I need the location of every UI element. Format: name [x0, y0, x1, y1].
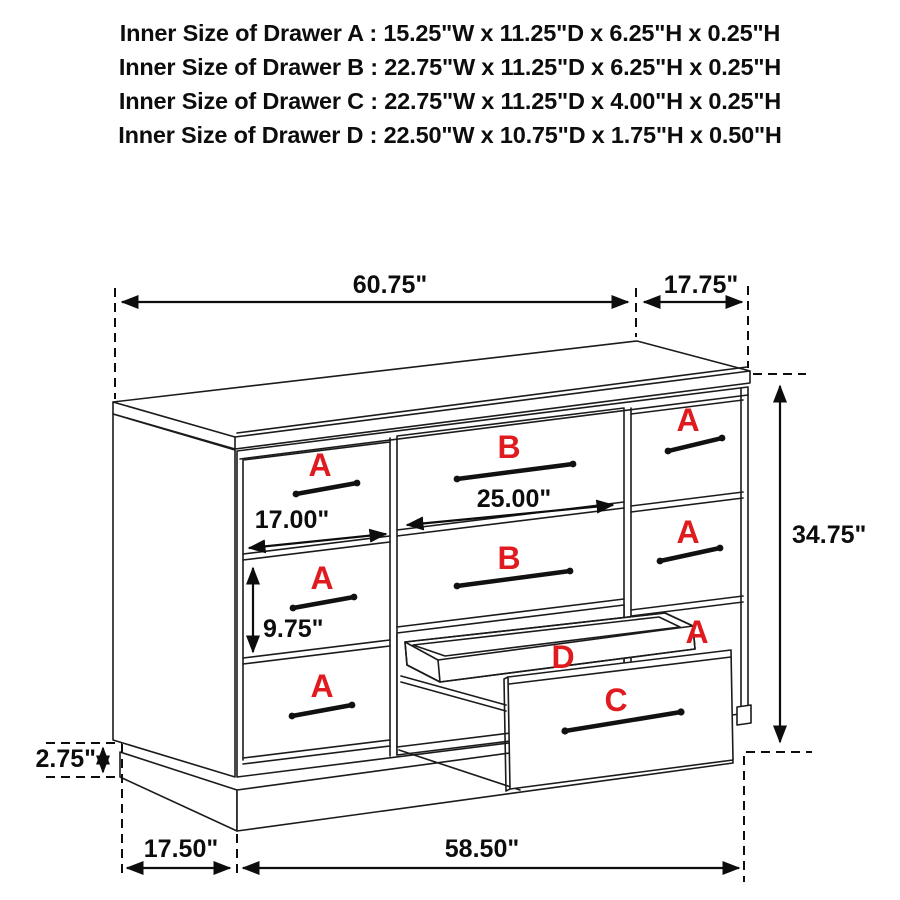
dimension-base-front-width-label: 58.50"	[444, 835, 520, 863]
dimension-base-height	[35, 745, 103, 773]
dimension-overall-height	[780, 386, 866, 742]
drawer-letter-a-right-top: A	[676, 402, 700, 438]
dimension-base-side-depth-label: 17.50"	[143, 835, 219, 863]
left-side-panel	[113, 414, 235, 777]
drawer-spec-header	[118, 20, 781, 148]
drawer-letter-a-left-middle: A	[310, 560, 334, 596]
spec-line-drawer-d: Inner Size of Drawer D : 22.50"W x 10.75"D x 1.75"H x 0.50"H	[118, 122, 782, 148]
spec-line-drawer-a: Inner Size of Drawer A : 15.25"W x 11.25"D x 6.25"H x 0.25"H	[119, 20, 781, 46]
dimension-top-width-label: 60.75"	[352, 271, 428, 299]
spec-line-drawer-b: Inner Size of Drawer B : 22.75"W x 11.25"D x 6.25"H x 0.25"H	[118, 54, 782, 80]
dimension-base-height-label: 2.75"	[35, 745, 96, 773]
drawer-letter-a-right-middle: A	[676, 514, 700, 550]
dimension-overall-height-label: 34.75"	[792, 521, 867, 549]
dimension-base-side-depth	[127, 835, 230, 868]
front-right-foot	[737, 705, 751, 725]
dimension-top-depth	[644, 271, 742, 302]
dimension-middle-drawer-width-label: 25.00"	[476, 485, 552, 513]
dimension-drawer-front-height-label: 9.75"	[263, 615, 324, 643]
dimension-base-front-width	[243, 835, 739, 868]
drawer-letter-a-left-top: A	[308, 447, 332, 483]
dresser-drawing	[113, 341, 751, 831]
drawer-letter-b-middle: B	[497, 540, 521, 576]
drawer-letter-c-open: C	[604, 682, 628, 718]
dimension-top-depth-label: 17.75"	[663, 271, 739, 299]
spec-line-drawer-c: Inner Size of Drawer C : 22.75"W x 11.25"D x 4.00"H x 0.25"H	[118, 88, 782, 114]
dimension-top-width	[122, 271, 628, 302]
drawer-letter-d-tray: D	[551, 639, 575, 675]
dimension-left-drawer-width-label: 17.00"	[254, 506, 330, 534]
drawer-letter-b-top: B	[497, 429, 521, 465]
drawer-letter-a-left-bottom: A	[310, 668, 334, 704]
drawer-letter-a-right-bottom: A	[685, 614, 709, 650]
